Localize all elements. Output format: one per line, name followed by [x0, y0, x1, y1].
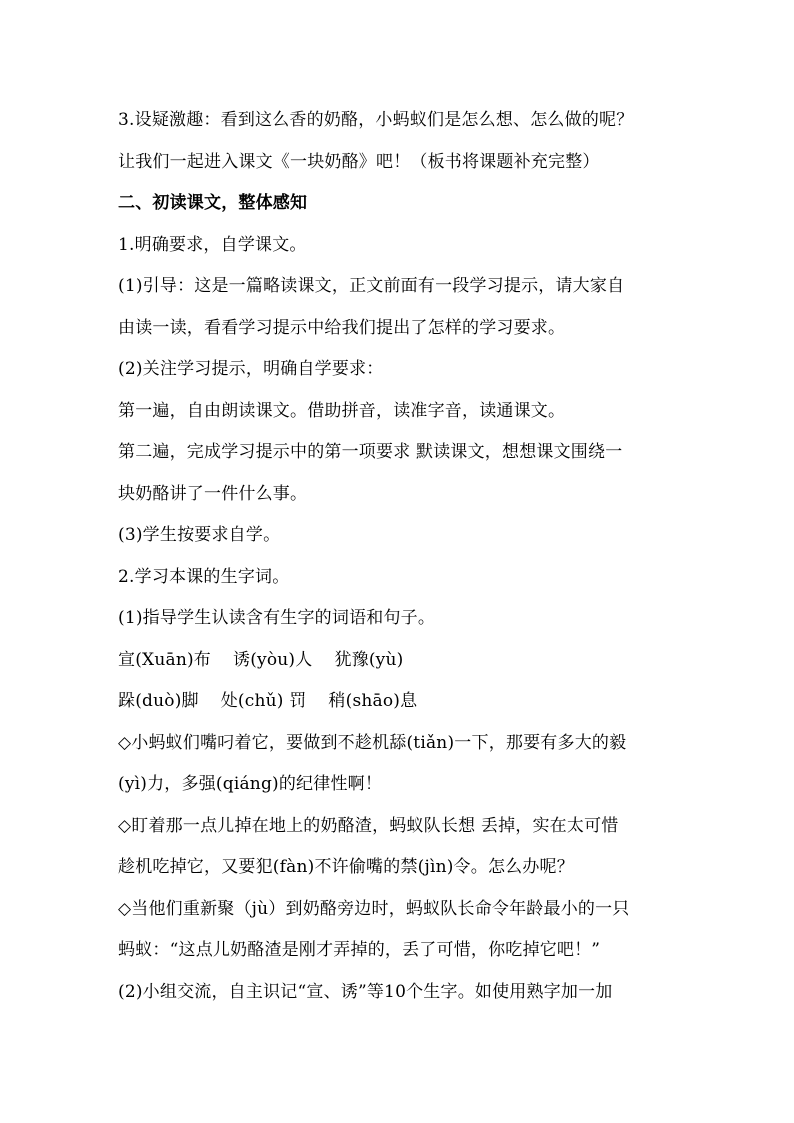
paragraph-line: 1.明确要求，自学课文。: [118, 234, 307, 255]
paragraph-line: 由读一读，看看学习提示中给我们提出了怎样的学习要求。: [118, 317, 566, 338]
vocab-word: 诱(yòu)人: [233, 649, 313, 670]
paragraph-line: 第一遍，自由朗读课文。借助拼音，读准字音，读通课文。: [118, 400, 566, 421]
vocab-word: 处(chǔ) 罚: [220, 691, 307, 711]
paragraph-line: 块奶酪讲了一件什么事。: [118, 483, 308, 504]
vocab-word: 宣(Xuān)布: [118, 649, 211, 670]
paragraph-line: (3)学生按要求自学。: [118, 525, 281, 545]
paragraph-line: (2)关注学习提示，明确自学要求：: [118, 359, 384, 379]
paragraph-line: 让我们一起进入课文《一块奶酪》吧！（板书将课题补充完整）: [118, 151, 600, 172]
paragraph-line: 2.学习本课的生字词。: [118, 566, 290, 587]
paragraph-line: ◇盯着那一点儿掉在地上的奶酪渣，蚂蚁队长想 丢掉，实在太可惜: [118, 815, 619, 836]
vocab-word: 稍(shāo)息: [328, 691, 418, 711]
paragraph-line: 3.设疑激趣：看到这么香的奶酪，小蚂蚁们是怎么想、怎么做的呢？: [118, 110, 634, 130]
section-heading: 二、初读课文，整体感知: [118, 193, 308, 213]
vocab-row: [118, 681, 688, 723]
paragraph-line: (1)指导学生认读含有生字的词语和句子。: [118, 608, 436, 628]
paragraph-line: 趁机吃掉它，又要犯(fàn)不许偷嘴的禁(jìn)令。怎么办呢？: [118, 857, 574, 877]
paragraph-line: 蚂蚁：“这点儿奶酪渣是刚才弄掉的，丢了可惜，你吃掉它吧！”: [118, 940, 601, 960]
paragraph-line: (yì)力，多强(qiáng)的纪律性啊！: [118, 774, 383, 794]
paragraph-line: ◇小蚂蚁们嘴叼着它，要做到不趁机舔(tiǎn)一下，那要有多大的毅: [118, 732, 627, 753]
paragraph-line: 第二遍，完成学习提示中的第一项要求 默读课文，想想课文围绕一: [118, 442, 623, 462]
vocab-word: 跺(duò)脚: [118, 691, 199, 711]
document-body: [118, 100, 688, 1013]
paragraph-line: (2)小组交流，自主识记“宣、诱”等10个生字。如使用熟字加一加: [118, 981, 613, 1002]
paragraph-line: ◇当他们重新聚（jù）到奶酪旁边时，蚂蚁队长命令年龄最小的一只: [118, 898, 630, 919]
vocab-row: [118, 640, 688, 682]
vocab-word: 犹豫(yù): [334, 649, 404, 670]
paragraph-line: (1)引导：这是一篇略读课文，正文前面有一段学习提示，请大家自: [118, 276, 625, 296]
